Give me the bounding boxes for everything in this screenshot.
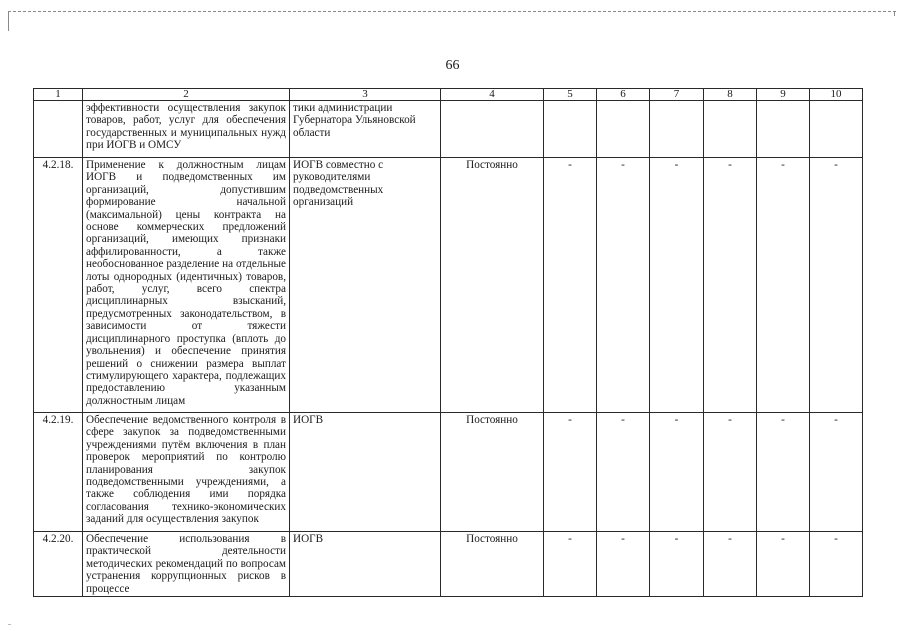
column-header: 5 [544,89,597,101]
value-cell: - [544,158,597,413]
value-cell: - [704,413,757,532]
row-number [34,101,83,158]
table-row [34,158,863,413]
column-header: 2 [83,89,290,101]
value-cell: - [650,532,704,597]
measure-cell: Обеспечение использования в практической деятельности методических рекомендаций по вопросам устранения коррупционных рисков в процессе [83,532,290,597]
row-number: 4.2.20. [34,532,83,597]
value-cell: - [650,413,704,532]
value-cell [650,101,704,158]
value-cell [810,101,863,158]
page-number: 66 [445,58,460,73]
value-cell: - [704,532,757,597]
scan-mark [8,624,11,625]
row-number: 4.2.18. [34,158,83,413]
value-cell [757,101,810,158]
executor-cell: тики администрации Губернатора Ульяновской области [290,101,441,158]
table-header-row [34,89,863,101]
value-cell: - [597,413,650,532]
column-header: 1 [34,89,83,101]
column-header: 4 [441,89,544,101]
measure-cell: Применение к должностным лицам ИОГВ и подведомственных им организаций, допустившим формирование начальной (максимальной) цены контракта на основе коммерческих предложений организаций, имеющих признаки аффилированности, а также необоснованное разделение на отдельные лоты однородных (идентичных) товаров, работ, услуг, всего спектра дисциплинарных взысканий, предусмотренных законодательством, в зависимости от тяжести дисциплинарного проступка (вплоть до увольнения) и обеспечение принятия решений о снижении размера выплат стимулирующего характера, подлежащих предоставлению указанным должностным лицам [83,158,290,413]
table-row [34,101,863,158]
value-cell: - [810,158,863,413]
column-header: 9 [757,89,810,101]
value-cell: - [757,413,810,532]
executor-cell: ИОГВ совместно с руководителями подведомственных организаций [290,158,441,413]
value-cell: - [597,158,650,413]
value-cell [597,101,650,158]
value-cell: - [704,158,757,413]
row-number: 4.2.19. [34,413,83,532]
measure-cell: эффективности осуществления закупок товаров, работ, услуг для обеспечения государственных и муниципальных нужд при ИОГВ и ОМСУ [83,101,290,158]
value-cell: - [810,413,863,532]
scan-border-left [8,11,9,31]
column-header: 10 [810,89,863,101]
scan-border-top [8,11,896,12]
value-cell: - [757,158,810,413]
term-cell [441,101,544,158]
column-header: 7 [650,89,704,101]
column-header: 3 [290,89,441,101]
value-cell: - [544,532,597,597]
value-cell: - [650,158,704,413]
term-cell: Постоянно [441,532,544,597]
value-cell [544,101,597,158]
column-header: 8 [704,89,757,101]
scan-border-right [894,11,895,16]
column-header: 6 [597,89,650,101]
measure-cell: Обеспечение ведомственного контроля в сфере закупок за подведомственными учреждениями путём включения в план проверок мероприятий по контролю планирования закупок подведомственными учреждениями, а также соблюдения ими порядка согласования технико-экономических заданий для осуществления закупок [83,413,290,532]
value-cell [704,101,757,158]
term-cell: Постоянно [441,413,544,532]
table-row [34,532,863,597]
plan-table [33,88,863,597]
value-cell: - [810,532,863,597]
value-cell: - [597,532,650,597]
value-cell: - [544,413,597,532]
executor-cell: ИОГВ [290,413,441,532]
term-cell: Постоянно [441,158,544,413]
table-row [34,413,863,532]
executor-cell: ИОГВ [290,532,441,597]
value-cell: - [757,532,810,597]
